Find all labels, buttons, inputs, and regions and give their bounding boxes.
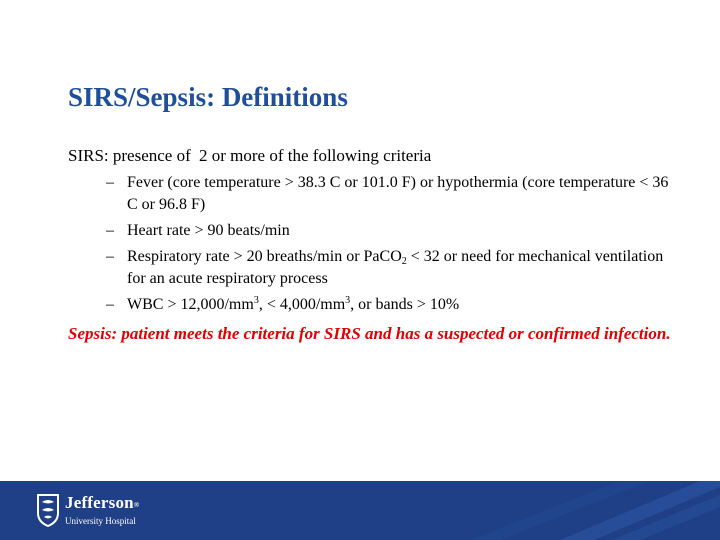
bullet-dash: – xyxy=(106,248,114,265)
wbc-text-part: WBC > 12,000/mm xyxy=(127,296,254,313)
footer-band xyxy=(0,481,720,540)
bullet-dash: – xyxy=(106,222,114,239)
sirs-intro-suffix: 2 or more of the following criteria xyxy=(199,146,432,165)
logo-name xyxy=(65,494,139,514)
respiratory-text-part: Respiratory rate > 20 breaths/min or PaCO xyxy=(127,248,402,265)
wbc-text-part: , or bands > 10% xyxy=(350,296,460,313)
criteria-wbc-text xyxy=(127,296,459,313)
logo-name-text: Jefferson xyxy=(65,492,134,512)
wbc-text-part: , < 4,000/mm xyxy=(258,296,346,313)
respiratory-text-part: < 32 or need for mechanical ventilation for an acute respiratory process xyxy=(127,248,664,287)
criteria-list xyxy=(68,172,678,316)
criteria-fever-text: Fever (core temperature > 38.3 C or 101.0 F) or hypothermia (core temperature < 36 C or 96.8 F) xyxy=(127,174,669,213)
jefferson-emblem-icon xyxy=(36,493,60,527)
bullet-dash: – xyxy=(106,174,114,191)
sirs-definition xyxy=(68,144,678,168)
co2-subscript: 2 xyxy=(401,256,407,267)
registered-mark: ® xyxy=(133,500,140,509)
logo-subtitle: University Hospital xyxy=(65,515,136,526)
criteria-respiratory-text xyxy=(127,248,663,287)
criteria-heart-rate xyxy=(68,220,678,242)
logo-wordmark xyxy=(65,494,139,527)
cubed-superscript: 3 xyxy=(345,295,351,306)
criteria-heart-rate-text: Heart rate > 90 beats/min xyxy=(127,222,290,239)
bullet-dash: – xyxy=(106,296,114,313)
slide-body xyxy=(68,144,678,346)
sirs-intro-prefix: SIRS: presence of xyxy=(68,146,191,165)
criteria-fever xyxy=(68,172,678,216)
jefferson-logo[interactable] xyxy=(36,493,139,527)
cubed-superscript: 3 xyxy=(253,295,259,306)
sepsis-definition: Sepsis: patient meets the criteria for SIRS and has a suspected or confirmed infection. xyxy=(68,324,671,343)
criteria-respiratory xyxy=(68,246,678,290)
slide-title: SIRS/Sepsis: Definitions xyxy=(68,82,348,112)
criteria-wbc xyxy=(68,294,678,316)
